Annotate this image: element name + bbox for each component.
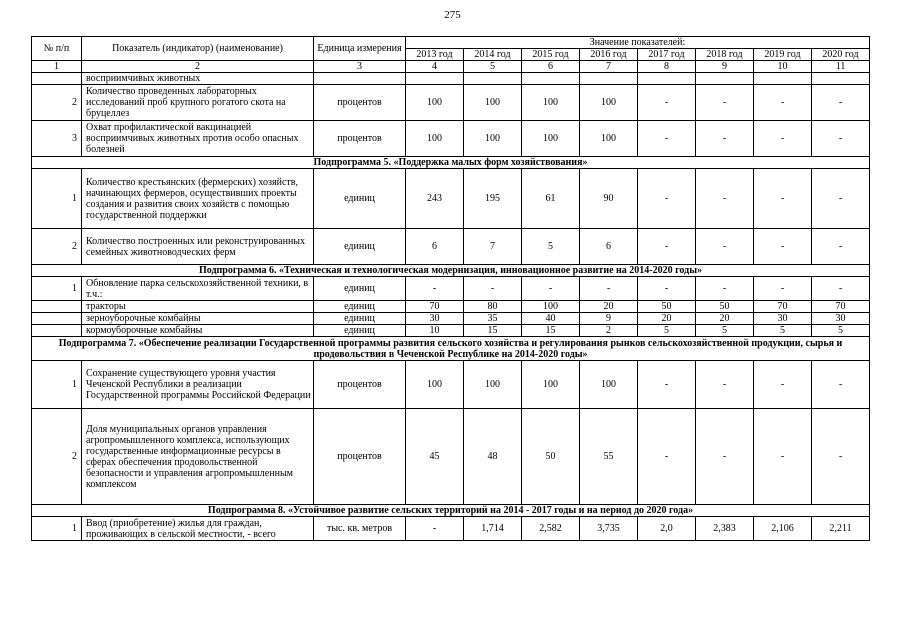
subprogram-title: Подпрограмма 7. «Обеспечение реализации Государственной программы развития сельского хозяйства и регулирования рынков сельскохозяйственной продукции, сырья и продовольствия в Чеченской Республике на 2014-2020 годы» xyxy=(32,337,870,361)
value-cell xyxy=(580,73,638,85)
table-row xyxy=(32,229,870,265)
value-cell: 2,0 xyxy=(638,517,696,541)
page-number: 275 xyxy=(444,9,461,21)
value-cell: 90 xyxy=(580,169,638,229)
value-cell xyxy=(696,73,754,85)
value-cell: 61 xyxy=(522,169,580,229)
row-number: 1 xyxy=(32,361,82,409)
unit-cell: единиц xyxy=(314,277,406,301)
value-cell: - xyxy=(580,277,638,301)
value-cell: 45 xyxy=(406,409,464,505)
value-cell: - xyxy=(638,121,696,157)
value-cell: 35 xyxy=(464,313,522,325)
indicator-name: Обновление парка сельскохозяйственной техники, в т.ч.: xyxy=(82,277,314,301)
value-cell: - xyxy=(696,121,754,157)
column-index: 5 xyxy=(464,61,522,73)
value-cell: - xyxy=(638,361,696,409)
value-cell: 20 xyxy=(638,313,696,325)
table-row xyxy=(32,409,870,505)
value-cell: - xyxy=(812,409,870,505)
value-cell: 100 xyxy=(522,361,580,409)
value-cell: - xyxy=(812,361,870,409)
table-row xyxy=(32,73,870,85)
value-cell: 48 xyxy=(464,409,522,505)
year-header: 2013 год xyxy=(406,49,464,61)
indicator-name: Количество проведенных лабораторных исследований проб крупного рогатого скота на бруцеллез xyxy=(82,85,314,121)
value-cell: 2,106 xyxy=(754,517,812,541)
column-index: 1 xyxy=(32,61,82,73)
value-cell xyxy=(522,73,580,85)
header-unit: Единица измерения xyxy=(314,37,406,61)
value-cell: - xyxy=(522,277,580,301)
value-cell: 5 xyxy=(696,325,754,337)
indicator-name: зерноуборочные комбайны xyxy=(82,313,314,325)
table-row xyxy=(32,517,870,541)
column-index: 10 xyxy=(754,61,812,73)
value-cell xyxy=(406,73,464,85)
year-header: 2019 год xyxy=(754,49,812,61)
row-number: 2 xyxy=(32,409,82,505)
value-cell: 30 xyxy=(754,313,812,325)
value-cell xyxy=(812,73,870,85)
unit-cell: процентов xyxy=(314,409,406,505)
value-cell: 195 xyxy=(464,169,522,229)
value-cell: 20 xyxy=(696,313,754,325)
column-index-row xyxy=(32,61,870,73)
value-cell: 6 xyxy=(580,229,638,265)
header-indicator: Показатель (индикатор) (наименование) xyxy=(82,37,314,61)
subprogram-row xyxy=(32,337,870,361)
value-cell: 15 xyxy=(464,325,522,337)
column-index: 2 xyxy=(82,61,314,73)
row-number: 1 xyxy=(32,277,82,301)
value-cell: 100 xyxy=(580,361,638,409)
value-cell: 243 xyxy=(406,169,464,229)
unit-cell: тыс. кв. метров xyxy=(314,517,406,541)
table-row xyxy=(32,121,870,157)
value-cell: 5 xyxy=(812,325,870,337)
column-index: 6 xyxy=(522,61,580,73)
value-cell: 3,735 xyxy=(580,517,638,541)
value-cell xyxy=(464,73,522,85)
value-cell: 10 xyxy=(406,325,464,337)
value-cell: - xyxy=(754,121,812,157)
value-cell xyxy=(638,73,696,85)
value-cell: 100 xyxy=(406,85,464,121)
value-cell: - xyxy=(812,85,870,121)
value-cell: 100 xyxy=(406,361,464,409)
header-no: № п/п xyxy=(32,37,82,61)
row-number: 3 xyxy=(32,121,82,157)
year-header: 2015 год xyxy=(522,49,580,61)
value-cell: 1,714 xyxy=(464,517,522,541)
value-cell: 50 xyxy=(522,409,580,505)
value-cell: - xyxy=(754,85,812,121)
value-cell: 6 xyxy=(406,229,464,265)
column-index: 8 xyxy=(638,61,696,73)
value-cell xyxy=(754,73,812,85)
value-cell: 100 xyxy=(406,121,464,157)
indicator-name: Доля муниципальных органов управления агропромышленного комплекса, использующих государственные информационные ресурсы в сферах обеспечения продовольственной безопасности и управления агропромышленным комплексом xyxy=(82,409,314,505)
header-values: Значение показателей: xyxy=(406,37,870,49)
value-cell: 40 xyxy=(522,313,580,325)
value-cell: 9 xyxy=(580,313,638,325)
value-cell: - xyxy=(406,517,464,541)
value-cell: 5 xyxy=(638,325,696,337)
unit-cell: процентов xyxy=(314,121,406,157)
row-number xyxy=(32,325,82,337)
value-cell: 100 xyxy=(580,85,638,121)
subprogram-row xyxy=(32,505,870,517)
year-header: 2020 год xyxy=(812,49,870,61)
value-cell: 2 xyxy=(580,325,638,337)
column-index: 9 xyxy=(696,61,754,73)
value-cell: - xyxy=(754,229,812,265)
row-number: 2 xyxy=(32,229,82,265)
column-index: 7 xyxy=(580,61,638,73)
row-number: 2 xyxy=(32,85,82,121)
unit-cell: процентов xyxy=(314,361,406,409)
value-cell: - xyxy=(754,169,812,229)
value-cell: 2,383 xyxy=(696,517,754,541)
unit-cell: единиц xyxy=(314,169,406,229)
row-number: 1 xyxy=(32,517,82,541)
row-number xyxy=(32,73,82,85)
value-cell: - xyxy=(464,277,522,301)
row-number: 1 xyxy=(32,169,82,229)
subprogram-row xyxy=(32,265,870,277)
indicator-name: Количество крестьянских (фермерских) хозяйств, начинающих фермеров, осуществивших проекты создания и развития своих хозяйств с помощью государственной поддержки xyxy=(82,169,314,229)
year-header: 2016 год xyxy=(580,49,638,61)
value-cell: - xyxy=(754,409,812,505)
value-cell: 50 xyxy=(638,301,696,313)
value-cell: - xyxy=(754,361,812,409)
year-header: 2014 год xyxy=(464,49,522,61)
unit-cell: единиц xyxy=(314,301,406,313)
value-cell: - xyxy=(754,277,812,301)
table-row xyxy=(32,85,870,121)
value-cell: - xyxy=(638,229,696,265)
value-cell: 100 xyxy=(522,85,580,121)
indicator-name: тракторы xyxy=(82,301,314,313)
value-cell: 5 xyxy=(522,229,580,265)
unit-cell xyxy=(314,73,406,85)
subprogram-title: Подпрограмма 6. «Техническая и технологическая модернизация, инновационное развитие на 2014-2020 годы» xyxy=(32,265,870,277)
unit-cell: единиц xyxy=(314,313,406,325)
table-row xyxy=(32,301,870,313)
unit-cell: процентов xyxy=(314,85,406,121)
value-cell: - xyxy=(406,277,464,301)
value-cell: - xyxy=(638,277,696,301)
value-cell: 55 xyxy=(580,409,638,505)
value-cell: - xyxy=(696,229,754,265)
indicator-name: Сохранение существующего уровня участия Чеченской Республики в реализации Государственной программы Российской Федерации xyxy=(82,361,314,409)
value-cell: 100 xyxy=(580,121,638,157)
value-cell: - xyxy=(812,277,870,301)
year-header: 2017 год xyxy=(638,49,696,61)
value-cell: 30 xyxy=(406,313,464,325)
indicators-table xyxy=(31,36,870,541)
subprogram-title: Подпрограмма 8. «Устойчивое развитие сельских территорий на 2014 - 2017 годы и на период до 2020 года» xyxy=(32,505,870,517)
value-cell: 15 xyxy=(522,325,580,337)
indicator-name: Охват профилактической вакцинацией восприимчивых животных против особо опасных болезней xyxy=(82,121,314,157)
year-header: 2018 год xyxy=(696,49,754,61)
value-cell: 100 xyxy=(522,301,580,313)
value-cell: 7 xyxy=(464,229,522,265)
value-cell: 100 xyxy=(464,121,522,157)
value-cell: - xyxy=(812,121,870,157)
value-cell: 100 xyxy=(522,121,580,157)
subprogram-title: Подпрограмма 5. «Поддержка малых форм хозяйствования» xyxy=(32,157,870,169)
value-cell: - xyxy=(696,409,754,505)
row-number xyxy=(32,301,82,313)
value-cell: 30 xyxy=(812,313,870,325)
value-cell: - xyxy=(812,169,870,229)
value-cell: - xyxy=(696,169,754,229)
value-cell: 2,211 xyxy=(812,517,870,541)
indicator-name: кормоуборочные комбайны xyxy=(82,325,314,337)
value-cell: 70 xyxy=(812,301,870,313)
value-cell: 5 xyxy=(754,325,812,337)
indicator-name: Ввод (приобретение) жилья для граждан, проживающих в сельской местности, - всего xyxy=(82,517,314,541)
column-index: 11 xyxy=(812,61,870,73)
column-index: 3 xyxy=(314,61,406,73)
value-cell: - xyxy=(696,85,754,121)
value-cell: 100 xyxy=(464,85,522,121)
indicator-name: Количество построенных или реконструированных семейных животноводческих ферм xyxy=(82,229,314,265)
value-cell: 70 xyxy=(754,301,812,313)
value-cell: - xyxy=(638,169,696,229)
unit-cell: единиц xyxy=(314,325,406,337)
table-row xyxy=(32,313,870,325)
value-cell: 50 xyxy=(696,301,754,313)
value-cell: 70 xyxy=(406,301,464,313)
value-cell: - xyxy=(696,361,754,409)
value-cell: 2,582 xyxy=(522,517,580,541)
value-cell: - xyxy=(696,277,754,301)
table-row xyxy=(32,169,870,229)
unit-cell: единиц xyxy=(314,229,406,265)
column-index: 4 xyxy=(406,61,464,73)
table-row xyxy=(32,325,870,337)
subprogram-row xyxy=(32,157,870,169)
value-cell: - xyxy=(812,229,870,265)
value-cell: - xyxy=(638,409,696,505)
table-row xyxy=(32,277,870,301)
row-number xyxy=(32,313,82,325)
value-cell: 100 xyxy=(464,361,522,409)
value-cell: 80 xyxy=(464,301,522,313)
indicator-name: восприимчивых животных xyxy=(82,73,314,85)
value-cell: - xyxy=(638,85,696,121)
table-row xyxy=(32,361,870,409)
value-cell: 20 xyxy=(580,301,638,313)
